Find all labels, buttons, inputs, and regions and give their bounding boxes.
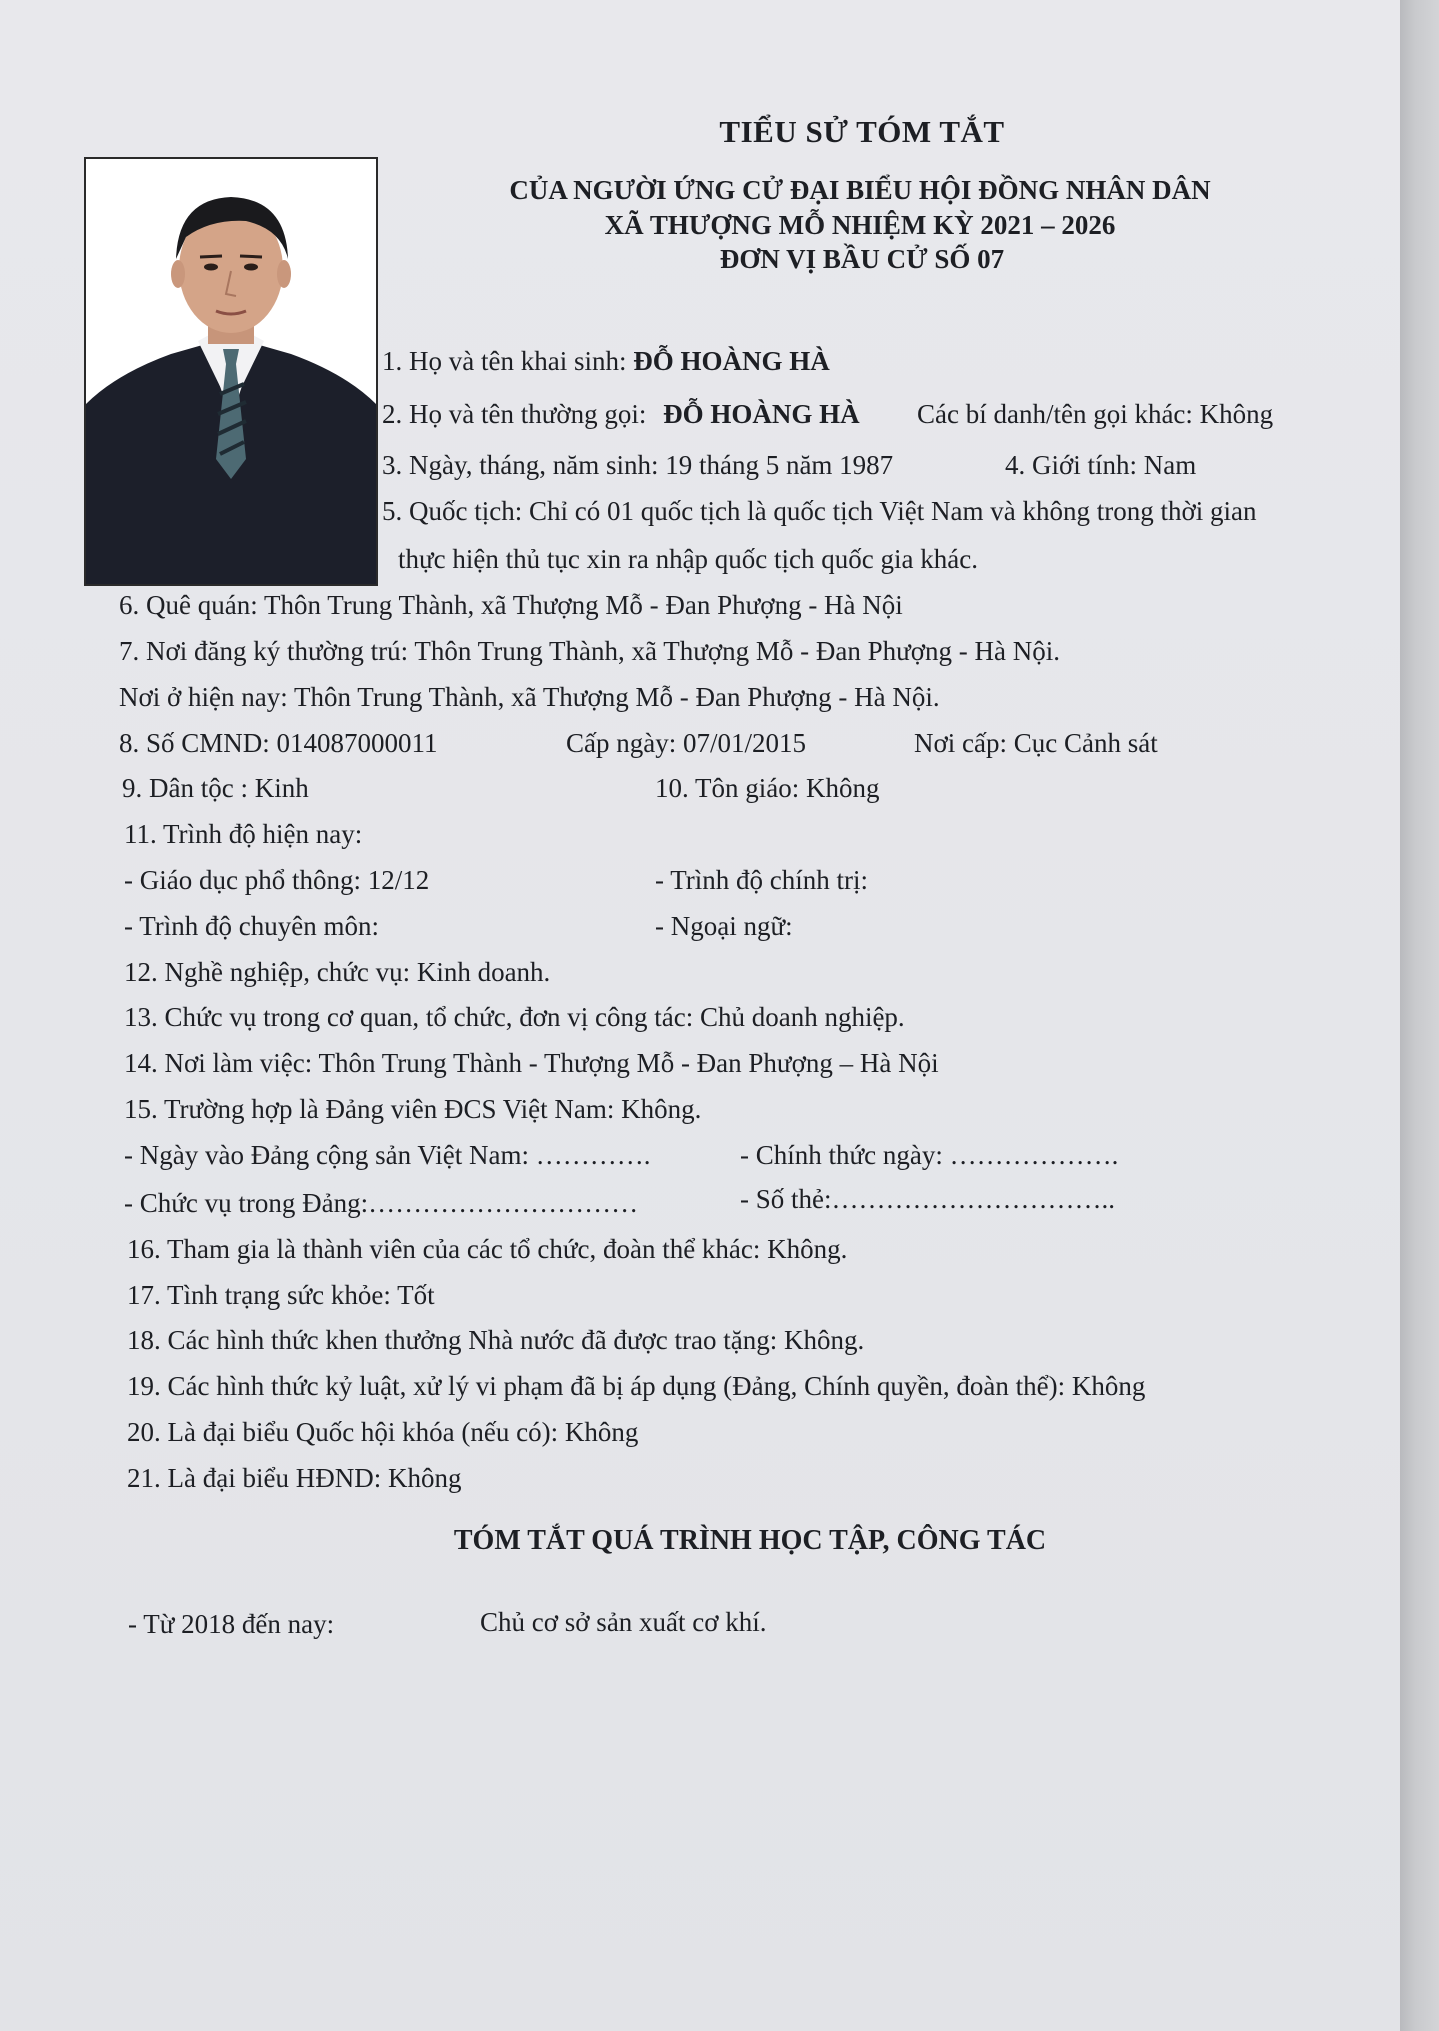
field-awards: 18. Các hình thức khen thưởng Nhà nước đã được trao tặng: Không. [127, 1325, 865, 1355]
field-professional-level: - Trình độ chuyên môn: [124, 911, 380, 941]
portrait-icon [86, 159, 376, 584]
history-entry-period: - Từ 2018 đến nay: [128, 1609, 335, 1639]
history-heading: TÓM TẮT QUÁ TRÌNH HỌC TẬP, CÔNG TÁC [453, 1525, 1047, 1556]
field-position: 13. Chức vụ trong cơ quan, tổ chức, đơn vị công tác: Chủ doanh nghiệp. [124, 1002, 905, 1032]
subtitle-line-1: CỦA NGƯỜI ỨNG CỬ ĐẠI BIỂU HỘI ĐỒNG NHÂN DÂN [509, 175, 1211, 205]
field-party-official-date: - Chính thức ngày: ………………. [740, 1140, 1119, 1170]
field-gender: 4. Giới tính: Nam [1005, 450, 1197, 480]
field-common-name-value: ĐỖ HOÀNG HÀ [663, 399, 860, 429]
subtitle-line-2: XÃ THƯỢNG MỖ NHIỆM KỲ 2021 – 2026 [604, 210, 1116, 240]
field-nationality-line-2: thực hiện thủ tục xin ra nhập quốc tịch quốc gia khác. [398, 544, 978, 574]
page-edge-shadow [1400, 0, 1439, 2031]
portrait-photo [84, 157, 378, 586]
field-qualification: 11. Trình độ hiện nay: [124, 819, 363, 849]
field-id-issue-place: Nơi cấp: Cục Cảnh sát [914, 728, 1158, 758]
field-current-residence: Nơi ở hiện nay: Thôn Trung Thành, xã Thượng Mỗ - Đan Phượng - Hà Nội. [119, 682, 940, 712]
field-organizations: 16. Tham gia là thành viên của các tổ chức, đoàn thể khác: Không. [127, 1234, 848, 1264]
field-workplace: 14. Nơi làm việc: Thôn Trung Thành - Thượng Mỗ - Đan Phượng – Hà Nội [124, 1048, 939, 1078]
field-id-number: 8. Số CMND: 014087000011 [119, 728, 438, 758]
field-id-issue-date: Cấp ngày: 07/01/2015 [566, 728, 806, 758]
field-party-member: 15. Trường hợp là Đảng viên ĐCS Việt Nam: Không. [124, 1094, 702, 1124]
history-entry-description: Chủ cơ sở sản xuất cơ khí. [480, 1607, 767, 1637]
field-party-card: - Số thẻ:………………………….. [740, 1184, 1115, 1214]
field-ethnicity: 9. Dân tộc : Kinh [122, 773, 309, 803]
field-party-join-date: - Ngày vào Đảng cộng sản Việt Nam: …………. [124, 1140, 651, 1170]
field-religion: 10. Tôn giáo: Không [655, 773, 880, 803]
field-birth-date: 3. Ngày, tháng, năm sinh: 19 tháng 5 năm 1987 [382, 450, 894, 480]
subtitle-line-3: ĐƠN VỊ BẦU CỬ SỐ 07 [719, 244, 1005, 274]
field-foreign-language: - Ngoại ngữ: [655, 911, 793, 941]
field-party-role: - Chức vụ trong Đảng:………………………… [124, 1188, 639, 1218]
field-hometown: 6. Quê quán: Thôn Trung Thành, xã Thượng Mỗ - Đan Phượng - Hà Nội [119, 590, 903, 620]
field-national-assembly: 20. Là đại biểu Quốc hội khóa (nếu có): Không [127, 1417, 639, 1447]
field-council-delegate: 21. Là đại biểu HĐND: Không [127, 1463, 462, 1493]
field-alias: Các bí danh/tên gọi khác: Không [917, 399, 1274, 429]
field-occupation: 12. Nghề nghiệp, chức vụ: Kinh doanh. [124, 957, 551, 987]
field-common-name-label: 2. Họ và tên thường gọi: [382, 399, 647, 429]
field-discipline: 19. Các hình thức kỷ luật, xử lý vi phạm đã bị áp dụng (Đảng, Chính quyền, đoàn thể): Không [127, 1371, 1146, 1401]
field-nationality-line-1: 5. Quốc tịch: Chỉ có 01 quốc tịch là quốc tịch Việt Nam và không trong thời gian [382, 496, 1257, 526]
document-title: TIỂU SỬ TÓM TẮT [719, 114, 1005, 149]
field-permanent-residence: 7. Nơi đăng ký thường trú: Thôn Trung Thành, xã Thượng Mỗ - Đan Phượng - Hà Nội. [119, 636, 1060, 666]
field-political-level: - Trình độ chính trị: [655, 865, 869, 895]
field-birth-name-value: ĐỖ HOÀNG HÀ [633, 346, 830, 376]
field-health: 17. Tình trạng sức khỏe: Tốt [127, 1280, 435, 1310]
field-common-name [382, 398, 860, 430]
field-general-education: - Giáo dục phổ thông: 12/12 [124, 865, 430, 895]
field-birth-name [382, 345, 830, 377]
field-birth-name-label: 1. Họ và tên khai sinh: [382, 346, 627, 376]
